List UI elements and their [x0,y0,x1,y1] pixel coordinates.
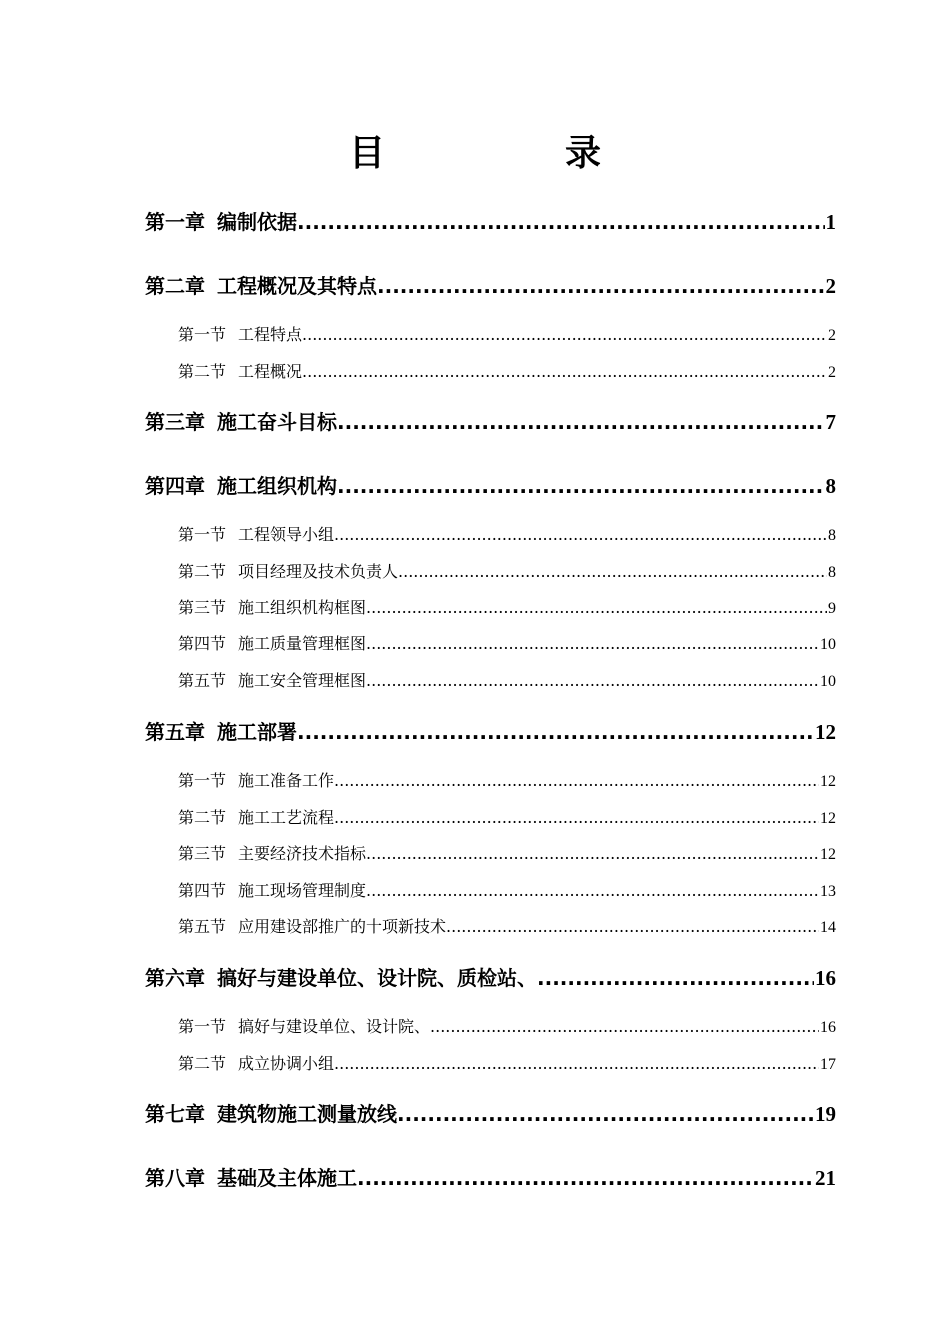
toc-entry-text: 工程概况 [238,362,303,381]
toc-entry-number: 第四节 [178,634,227,653]
toc-dot-leader [334,523,827,547]
toc-dot-leader [334,806,819,830]
toc-entry-number: 第四节 [178,881,227,900]
toc-chapter-entry[interactable] [145,1099,836,1129]
toc-entry-number: 第二节 [178,808,227,827]
toc-dot-leader [334,1052,819,1076]
toc-entry-label [178,560,398,584]
toc-page-number: 12 [820,846,836,863]
toc-entry-label [145,207,297,237]
toc-page-number: 19 [815,1102,836,1126]
toc-entry-label [178,1015,430,1039]
toc-entry-number: 第三节 [178,844,227,863]
toc-dot-leader [397,1099,814,1129]
toc-dot-leader [446,915,819,939]
toc-page-number: 8 [825,474,836,498]
toc-section-entry[interactable] [178,360,836,384]
toc-entry-text: 项目经理及技术负责人 [238,562,399,581]
toc-entry-label [178,769,334,793]
toc-section-entry[interactable] [178,669,836,693]
toc-entry-number: 第八章 [145,1166,205,1190]
toc-page-number: 2 [828,327,836,344]
toc-entry-label [178,842,366,866]
toc-entry-text: 工程领导小组 [238,525,335,544]
toc-entry-number: 第二节 [178,1054,227,1073]
toc-chapter-entry[interactable] [145,471,836,501]
toc-entry-text: 施工组织机构框图 [238,598,367,617]
toc-entry-label [145,963,537,993]
toc-dot-leader [366,842,819,866]
toc-entry-text: 基础及主体施工 [217,1166,357,1190]
toc-entry-number: 第一章 [145,210,205,234]
toc-chapter-entry[interactable] [145,271,836,301]
toc-entry-number: 第七章 [145,1102,205,1126]
toc-entry-label [178,523,334,547]
toc-entry-label [178,596,366,620]
toc-entry-number: 第五章 [145,720,205,744]
toc-chapter-entry[interactable] [145,717,836,747]
toc-entry-text: 搞好与建设单位、设计院、质检站、 [217,966,537,990]
toc-section-entry[interactable] [178,915,836,939]
toc-dot-leader [334,769,819,793]
toc-entry-text: 主要经济技术指标 [238,844,367,863]
toc-chapter-entry[interactable] [145,1163,836,1193]
toc-entry-label [145,471,337,501]
toc-entry-text: 成立协调小组 [238,1054,335,1073]
toc-chapter-entry[interactable] [145,207,836,237]
toc-entry-number: 第一节 [178,325,227,344]
toc-entry-text: 施工组织机构 [217,474,337,498]
toc-entry-number: 第一节 [178,525,227,544]
toc-entry-label [178,323,302,347]
toc-section-entry[interactable] [178,1052,836,1076]
toc-page-number: 13 [820,883,836,900]
toc-entry-label [178,632,366,656]
toc-entry-text: 应用建设部推广的十项新技术 [238,917,447,936]
toc-dot-leader [337,471,825,501]
toc-entry-label [145,271,377,301]
toc-entry-text: 建筑物施工测量放线 [217,1102,397,1126]
toc-dot-leader [297,717,814,747]
toc-section-entry[interactable] [178,1015,836,1039]
toc-entry-text: 施工安全管理框图 [238,671,367,690]
toc-entry-label [145,407,337,437]
toc-entry-text: 编制依据 [217,210,297,234]
toc-section-entry[interactable] [178,769,836,793]
toc-entry-label [178,879,366,903]
toc-entry-text: 施工准备工作 [238,771,335,790]
toc-page-number: 10 [820,636,836,653]
toc-dot-leader [366,596,827,620]
toc-dot-leader [366,632,819,656]
toc-page-number: 8 [828,527,836,544]
toc-section-entry[interactable] [178,806,836,830]
toc-section-entry[interactable] [178,523,836,547]
toc-entry-number: 第一节 [178,771,227,790]
toc-entry-number: 第三章 [145,410,205,434]
toc-page-number: 14 [820,919,836,936]
toc-page-number: 1 [825,210,836,234]
toc-entry-label [178,806,334,830]
toc-chapter-entry[interactable] [145,407,836,437]
toc-entry-label [145,1163,357,1193]
toc-entry-number: 第一节 [178,1017,227,1036]
toc-entry-text: 工程特点 [238,325,303,344]
toc-page-number: 21 [815,1166,836,1190]
toc-entry-number: 第二节 [178,362,227,381]
toc-page-number: 7 [825,410,836,434]
toc-entry-number: 第五节 [178,917,227,936]
toc-page-number: 9 [828,600,836,617]
toc-page-number: 12 [820,810,836,827]
toc-page-number: 12 [815,720,836,744]
toc-section-entry[interactable] [178,323,836,347]
toc-entry-label [178,669,366,693]
toc-section-entry[interactable] [178,596,836,620]
toc-page-number: 16 [815,966,836,990]
toc-page-number: 17 [820,1056,836,1073]
toc-page-number: 10 [820,673,836,690]
toc-page-number: 2 [825,274,836,298]
toc-section-entry[interactable] [178,879,836,903]
toc-entry-number: 第二章 [145,274,205,298]
toc-section-entry[interactable] [178,560,836,584]
toc-entry-label [178,360,302,384]
toc-dot-leader [357,1163,814,1193]
toc-dot-leader [302,323,827,347]
toc-dot-leader [377,271,825,301]
toc-chapter-entry[interactable] [145,963,836,993]
toc-entry-text: 施工质量管理框图 [238,634,367,653]
toc-entry-label [145,717,297,747]
toc-dot-leader [337,407,825,437]
toc-page-number: 8 [828,564,836,581]
toc-entry-text: 施工部署 [217,720,297,744]
toc-dot-leader [297,207,825,237]
toc-entry-label [178,1052,334,1076]
toc-dot-leader [366,879,819,903]
toc-section-entry[interactable] [178,632,836,656]
toc-page-number: 12 [820,773,836,790]
toc-dot-leader [366,669,819,693]
toc-dot-leader [302,360,827,384]
toc-dot-leader [537,963,814,993]
toc-entry-text: 工程概况及其特点 [217,274,377,298]
toc-entry-text: 施工工艺流程 [238,808,335,827]
toc-page-number: 16 [820,1019,836,1036]
toc-entry-number: 第四章 [145,474,205,498]
toc-dot-leader [398,560,827,584]
toc-entry-text: 施工奋斗目标 [217,410,337,434]
toc-entry-label [178,915,446,939]
toc-title: 目 录 [348,133,673,174]
toc-entry-label [145,1099,397,1129]
toc-page-number: 2 [828,364,836,381]
toc-entry-text: 搞好与建设单位、设计院、 [238,1017,431,1036]
toc-section-entry[interactable] [178,842,836,866]
toc-entry-number: 第六章 [145,966,205,990]
toc-entry-number: 第二节 [178,562,227,581]
toc-entry-number: 第三节 [178,598,227,617]
toc-dot-leader [430,1015,819,1039]
toc-entry-number: 第五节 [178,671,227,690]
toc-entry-text: 施工现场管理制度 [238,881,367,900]
